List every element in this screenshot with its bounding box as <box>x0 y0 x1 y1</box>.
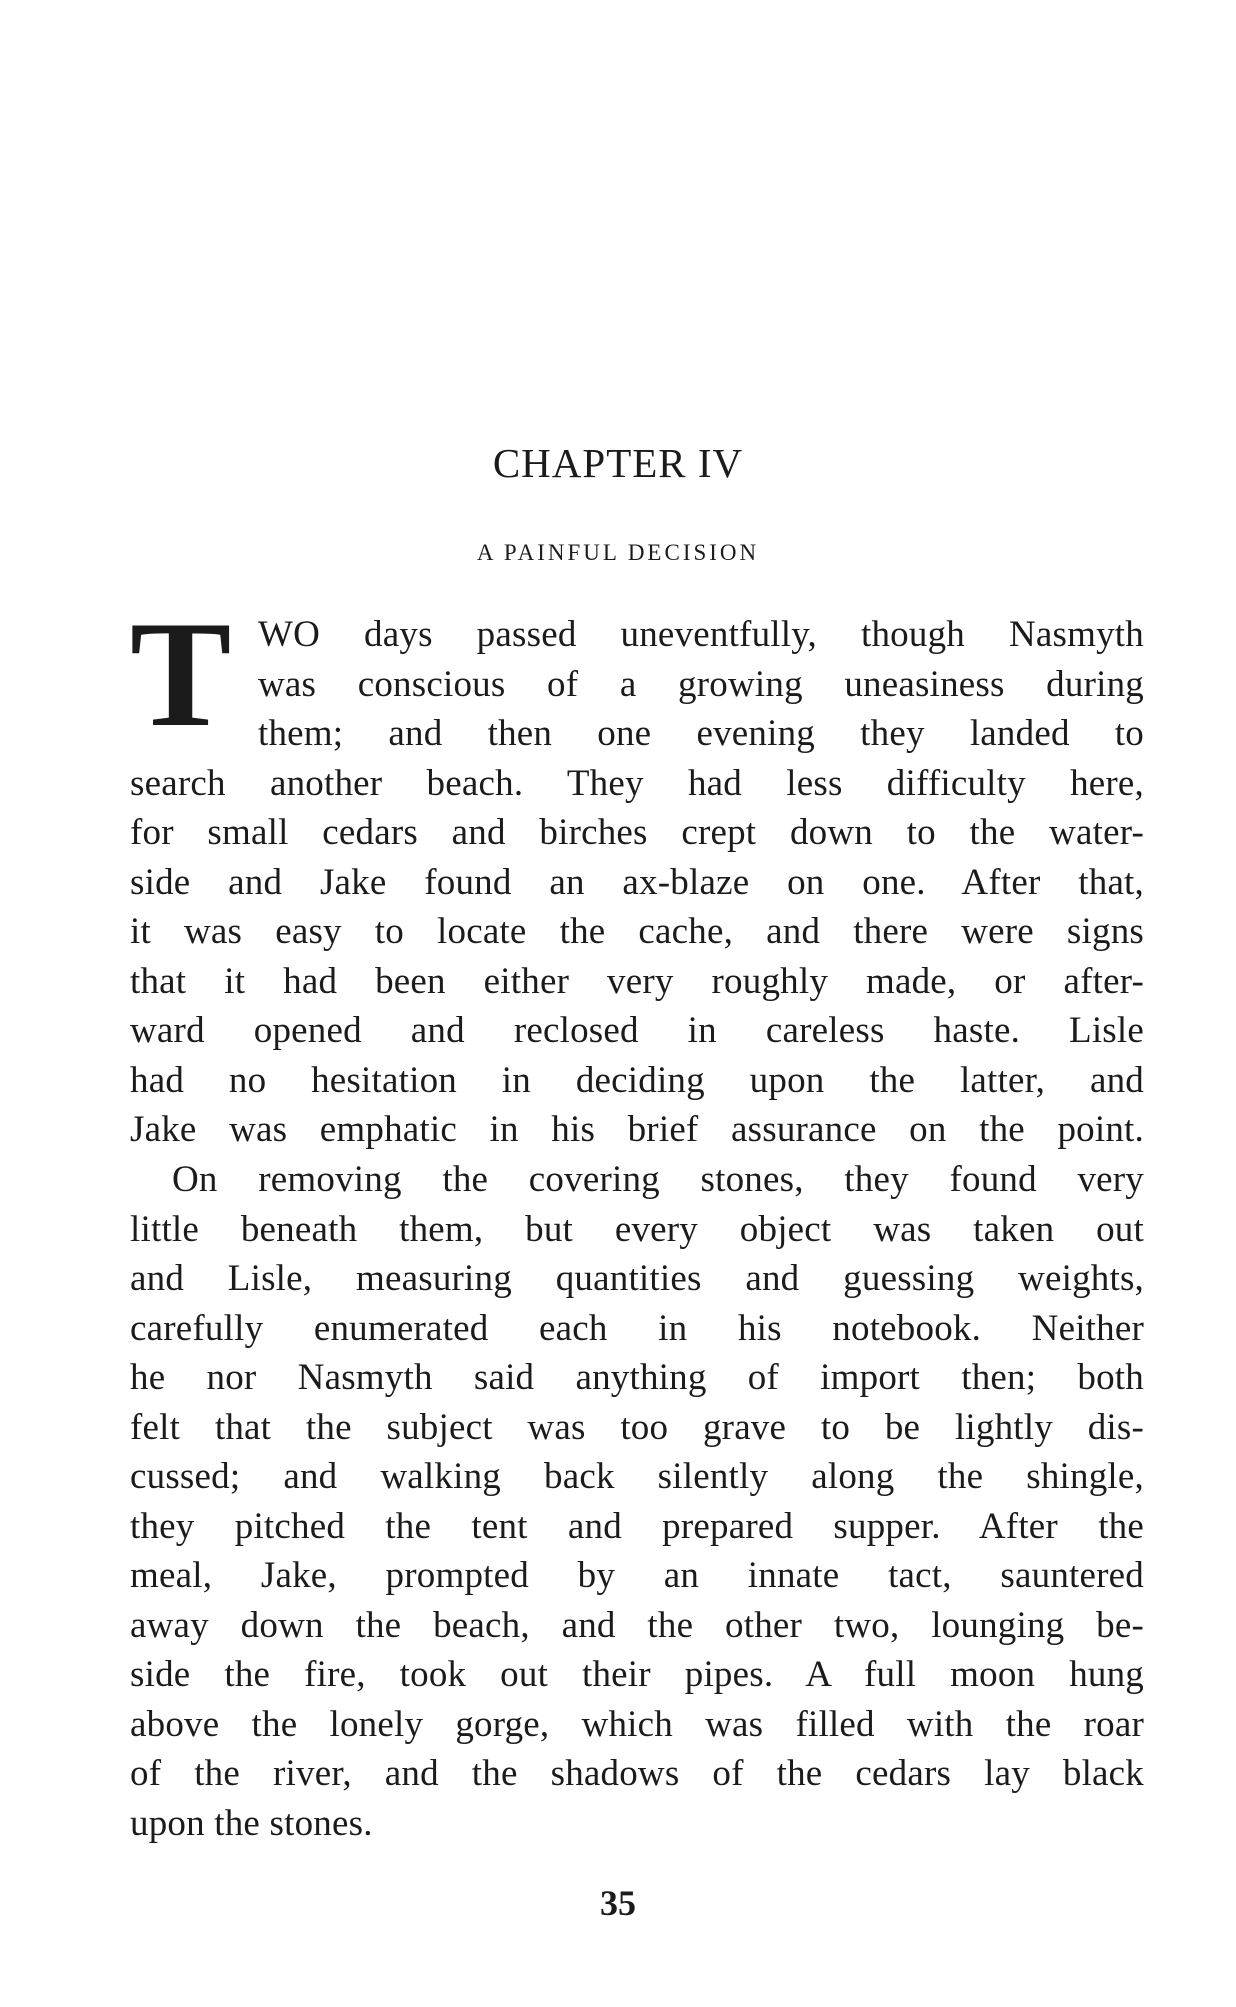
text-line: he nor Nasmyth said anything of import then; both <box>130 1357 1144 1398</box>
text-line: little beneath them, but every object was taken out <box>130 1208 1144 1250</box>
text-line: search another beach. They had less difficulty here, <box>130 762 1144 804</box>
text-line: was conscious of a growing uneasiness during <box>258 663 1144 705</box>
text-line: meal, Jake, prompted by an innate tact, sauntered <box>130 1555 1144 1596</box>
paragraph-1 <box>130 610 1144 1155</box>
paragraph-2 <box>130 1155 1144 1848</box>
page-number: 35 <box>600 1883 636 1923</box>
text-line: Jake was emphatic in his brief assurance on the point. <box>130 1109 1144 1150</box>
text-line: ward opened and reclosed in careless haste. Lisle <box>130 1010 1144 1051</box>
text-line: cussed; and walking back silently along the shingle, <box>130 1456 1144 1497</box>
drop-cap-initial: T <box>130 590 232 758</box>
text-line: side the fire, took out their pipes. A full moon hung <box>130 1654 1144 1695</box>
text-line: they pitched the tent and prepared supper. After the <box>130 1505 1144 1547</box>
text-line: carefully enumerated each in his notebook. Neither <box>130 1307 1144 1349</box>
text-line: had no hesitation in deciding upon the latter, and <box>130 1059 1144 1101</box>
text-line: felt that the subject was too grave to be lightly dis- <box>130 1406 1144 1448</box>
text-line: of the river, and the shadows of the cedars lay black <box>130 1753 1144 1794</box>
text-line: away down the beach, and the other two, lounging be- <box>130 1604 1144 1646</box>
chapter-subtitle: A PAINFUL DECISION <box>476 540 760 565</box>
text-line: upon the stones. <box>130 1802 373 1844</box>
text-line: it was easy to locate the cache, and there were signs <box>130 911 1144 952</box>
text-line: On removing the covering stones, they found very <box>172 1159 1144 1200</box>
text-line: and Lisle, measuring quantities and guessing weights, <box>130 1258 1144 1299</box>
text-line: WO days passed uneventfully, though Nasmyth <box>258 614 1144 655</box>
chapter-title: CHAPTER IV <box>492 440 744 486</box>
text-line: above the lonely gorge, which was filled with the roar <box>130 1703 1144 1745</box>
text-line: that it had been either very roughly made, or after- <box>130 960 1144 1002</box>
text-line: for small cedars and birches crept down to the water- <box>130 812 1144 853</box>
text-line: them; and then one evening they landed to <box>258 713 1144 754</box>
text-line: side and Jake found an ax-blaze on one. After that, <box>130 861 1144 903</box>
